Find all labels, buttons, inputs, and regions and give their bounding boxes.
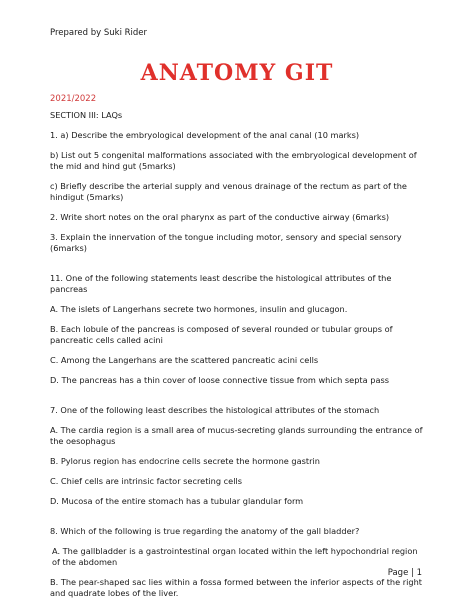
- question-8: 8. Which of the following is true regarding the anatomy of the gall bladder?: [50, 526, 360, 536]
- section-heading: SECTION III: LAQs: [50, 110, 123, 120]
- academic-year: 2021/2022: [50, 94, 97, 104]
- laq-item: 2. Write short notes on the oral pharynx as part of the conductive airway (6marks): [50, 212, 390, 222]
- option-c: C. Chief cells are intrinsic factor secreting cells: [50, 476, 243, 486]
- option-a: A. The cardia region is a small area of mucus-secreting glands surrounding the entrance of the oesophagus: [50, 425, 423, 446]
- laq-item: b) List out 5 congenital malformations associated with the embryological development of the mid and hind gut (5marks): [50, 150, 417, 171]
- laq-item: 3. Explain the innervation of the tongue including motor, sensory and special sensory (6marks): [50, 232, 402, 253]
- question-7: 7. One of the following least describes the histological attributes of the stomach: [50, 405, 380, 415]
- prepared-by-note: Prepared by Suki Rider: [50, 28, 148, 38]
- option-b: B. The pear-shaped sac lies within a fossa formed between the inferior aspects of the right and quadrate lobes of the liver.: [50, 577, 422, 598]
- option-b: B. Pylorus region has endocrine cells secrete the hormone gastrin: [50, 456, 320, 466]
- option-d: D. Mucosa of the entire stomach has a tubular glandular form: [50, 496, 304, 506]
- option-a: A. The islets of Langerhans secrete two hormones, insulin and glucagon.: [50, 304, 348, 314]
- option-d: D. The pancreas has a thin cover of loose connective tissue from which septa pass: [50, 375, 389, 385]
- question-11: 11. One of the following statements least describe the histological attributes of the pancreas: [50, 273, 392, 294]
- laq-item: 1. a) Describe the embryological development of the anal canal (10 marks): [50, 130, 360, 140]
- option-c: C. Among the Langerhans are the scattered pancreatic acini cells: [50, 355, 319, 365]
- option-b: B. Each lobule of the pancreas is composed of several rounded or tubular groups of pancreatic cells called acini: [50, 324, 393, 345]
- document-title: ANATOMY GIT: [140, 60, 334, 86]
- option-a: A. The gallbladder is a gastrointestinal organ located within the left hypochondrial region of the abdomen: [52, 546, 418, 567]
- document-body: [50, 110, 425, 608]
- page-number-footer: Page | 1: [387, 568, 422, 578]
- laq-item: c) Briefly describe the arterial supply and venous drainage of the rectum as part of the hindigut (5marks): [50, 181, 407, 202]
